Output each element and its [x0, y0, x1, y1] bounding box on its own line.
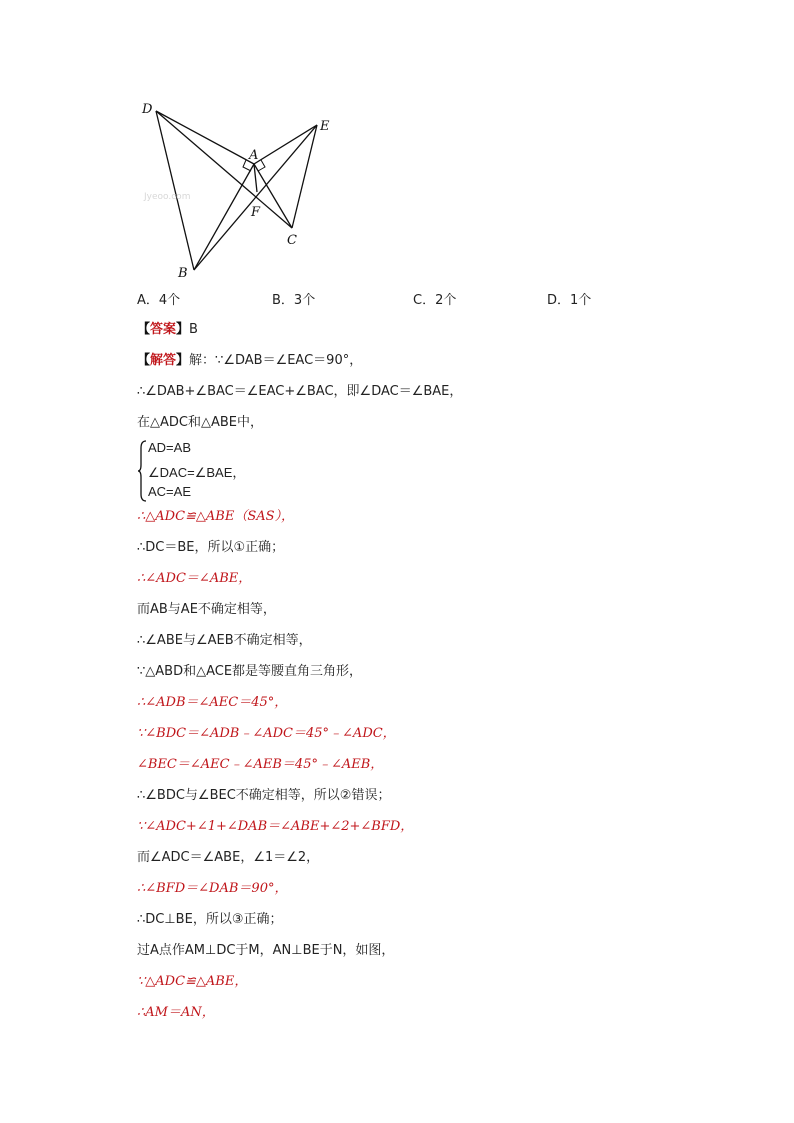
solution-line-6: 而AB与AE不确定相等， [137, 602, 276, 617]
solution-line-3: ∴△ADC≌△ABE（SAS）， [137, 509, 295, 524]
label-a: A [249, 148, 259, 163]
solution-line-16: ∴DC⊥BE，所以③正确； [137, 912, 283, 927]
solution-line-13: ∵∠ADC+∠1+∠DAB＝∠ABE+∠2+∠BFD， [137, 819, 414, 834]
solution-line-7: ∴∠ABE与∠AEB不确定相等， [137, 633, 312, 648]
segment-dc [156, 111, 292, 228]
segment-ba [194, 164, 254, 270]
solution-line-5: ∴∠ADC＝∠ABE， [137, 571, 252, 586]
answer-line [137, 321, 198, 339]
choice-a: A．4个 [137, 293, 181, 308]
solution-line-1: ∴∠DAB+∠BAC＝∠EAC+∠BAC，即∠DAC＝∠BAE， [137, 384, 463, 399]
segment-db [156, 111, 194, 270]
choice-d: D．1个 [547, 293, 592, 308]
solution-line-17: 过A点作AM⊥DC于M，AN⊥BE于N，如图， [137, 943, 395, 958]
choice-c: C．2个 [413, 293, 457, 308]
solution-line-11: ∠BEC＝∠AEC﹣∠AEB＝45°﹣∠AEB， [137, 757, 384, 772]
label-d: D [142, 102, 153, 117]
solution-tag-close: 】 [176, 353, 190, 368]
solution-text: 解：∵∠DAB＝∠EAC＝90°， [189, 353, 363, 368]
choice-b: B．3个 [272, 293, 316, 308]
solution-line-15: ∴∠BFD＝∠DAB＝90°， [137, 881, 288, 896]
solution-line-9: ∴∠ADB＝∠AEC＝45°， [137, 695, 288, 710]
solution-line-10: ∵∠BDC＝∠ADB﹣∠ADC＝45°﹣∠ADC， [137, 726, 396, 741]
left-brace-icon [137, 440, 147, 502]
solution-line-19: ∴AM＝AN， [137, 1005, 215, 1020]
solution-line-14: 而∠ADC＝∠ABE，∠1＝∠2， [137, 850, 320, 865]
label-c: C [287, 233, 297, 248]
solution-line-2: 在△ADC和△ABE中， [137, 415, 264, 430]
segment-da [156, 111, 254, 164]
system-row-2: ∠DAC=∠BAE， [148, 465, 246, 480]
answer-tag-close: 】 [176, 322, 190, 337]
segment-be [194, 125, 317, 270]
answer-value: B [189, 322, 198, 337]
segment-ae [254, 125, 317, 164]
solution-line-12: ∴∠BDC与∠BEC不确定相等，所以②错误； [137, 788, 391, 803]
solution-line-8: ∵△ABD和△ACE都是等腰直角三角形， [137, 664, 363, 679]
answer-tag-open: 【 [137, 322, 151, 337]
label-b: B [178, 266, 188, 281]
answer-tag: 答案 [150, 322, 177, 337]
system-row-3: AC=AE [148, 484, 191, 499]
label-e: E [320, 119, 330, 134]
system-row-1: AD=AB [148, 440, 191, 455]
solution-line-0 [137, 352, 362, 370]
equation-system [137, 440, 297, 502]
geometry-figure [130, 92, 340, 282]
label-f: F [251, 205, 261, 220]
right-angle-mark-eac [258, 160, 265, 171]
solution-line-18: ∵△ADC≌△ABE， [137, 974, 248, 989]
solution-tag: 解答 [150, 353, 177, 368]
triangle-diagram [130, 92, 340, 282]
solution-tag-open: 【 [137, 353, 151, 368]
solution-line-4: ∴DC＝BE，所以①正确； [137, 540, 285, 555]
watermark: Jyeoo.com [144, 192, 191, 202]
